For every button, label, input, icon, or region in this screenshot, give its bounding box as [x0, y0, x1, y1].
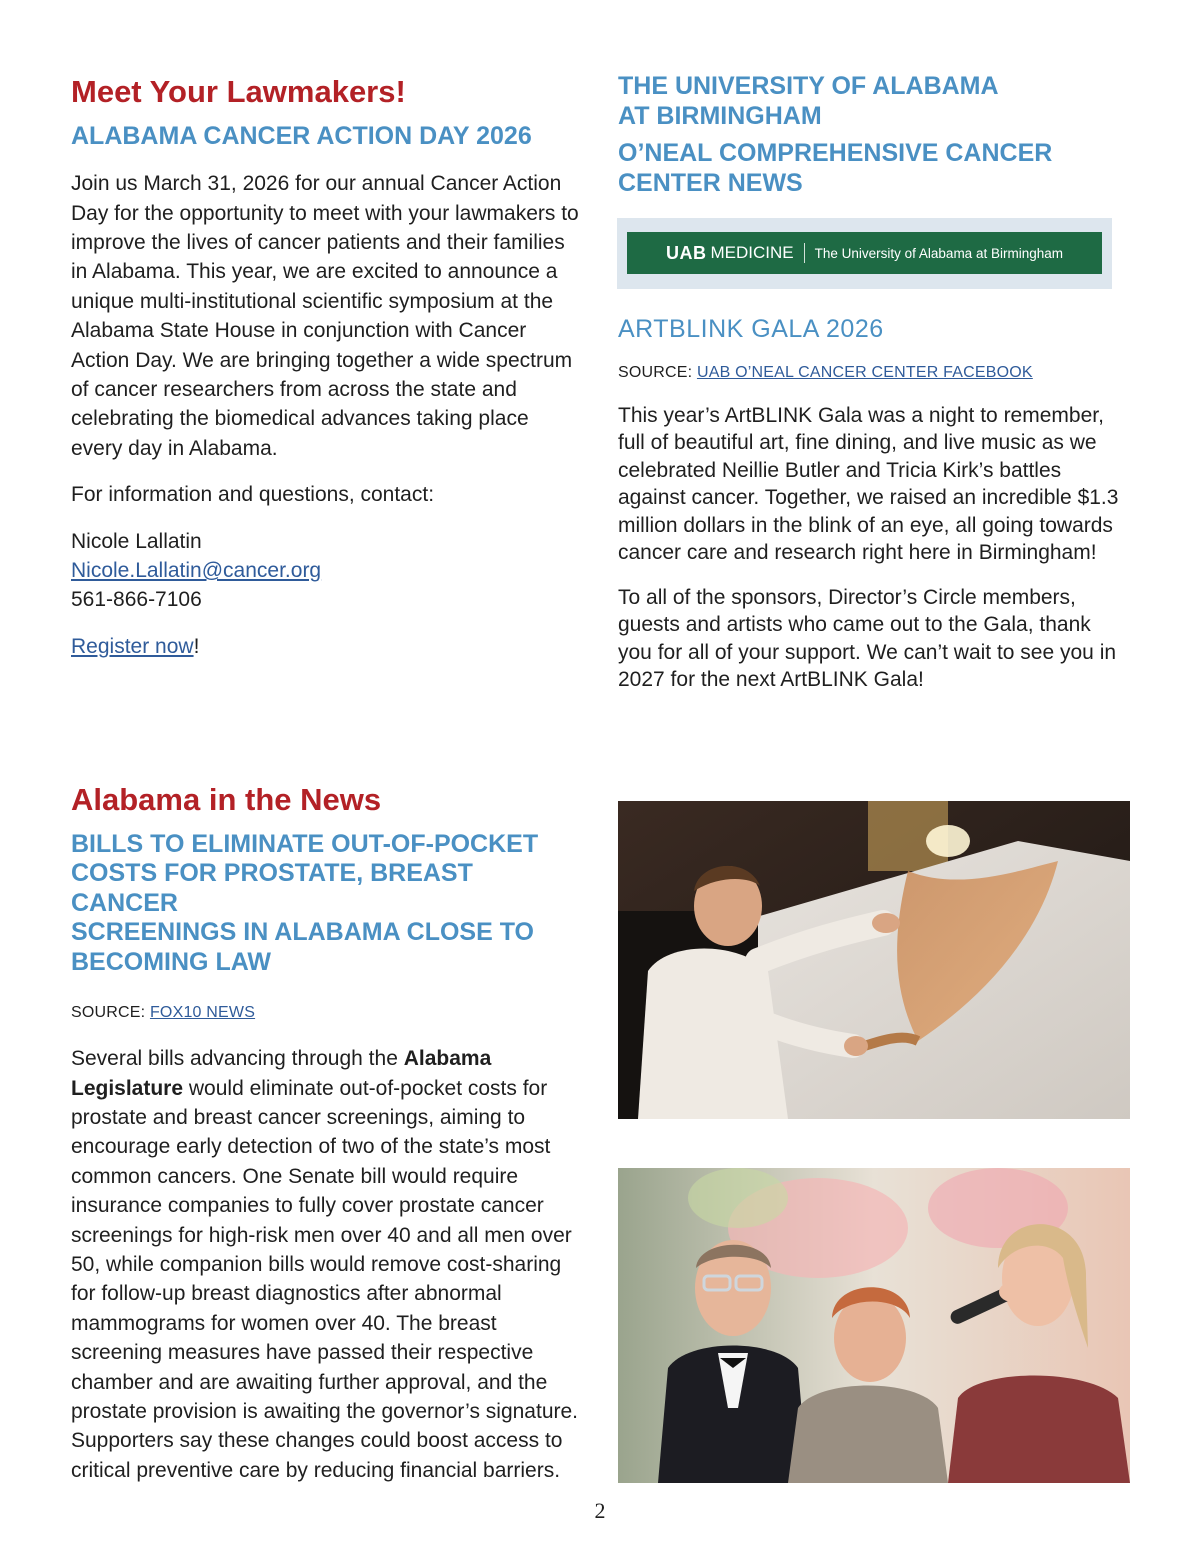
uab-heading-line1: THE UNIVERSITY OF ALABAMA — [618, 72, 999, 100]
uab-logo-divider — [804, 243, 805, 263]
uab-medicine-logo — [627, 232, 1102, 274]
news-heading-line1: BILLS TO ELIMINATE OUT-OF-POCKET — [71, 829, 539, 858]
contact-name: Nicole Lallatin — [71, 529, 202, 553]
uab-logo-mark: UAB — [666, 242, 707, 263]
news-body-rest: would eliminate out-of-pocket costs for prostate and breast cancer screenings, aiming to encourage early detection of two of the state’s most common cancers. One Senate bill would require insurance companies to fully cover prostate cancer screenings for high-risk men over 40 and all men over 50, while companion bills would remove cost-sharing for follow-up breast diagnostics after abnormal mammograms for women over 40. The breast screening measures have passed their respective chamber and are awaiting further approval, and the prostate provision is awaiting the governor’s signature. Supporters say these changes could boost access to critical preventive care by reducing financial barriers. — [71, 1076, 579, 1482]
contact-email-line — [71, 556, 581, 585]
news-section — [71, 782, 586, 1485]
lawmakers-section — [71, 74, 581, 661]
uab-logo-medicine: MEDICINE — [710, 243, 794, 262]
register-suffix: ! — [193, 634, 200, 658]
register-now-link[interactable]: Register now — [71, 634, 194, 658]
cancer-action-day-heading: ALABAMA CANCER ACTION DAY 2026 — [71, 121, 532, 150]
artblink-title: ARTBLINK GALA 2026 — [618, 315, 884, 343]
artblink-source-link[interactable]: UAB O’NEAL CANCER CENTER FACEBOOK — [696, 363, 1033, 381]
cancer-action-day-body: Join us March 31, 2026 for our annual Cancer Action Day for the opportunity to meet with your lawmakers to improve the lives of cancer patients and their families in Alabama. This year, we are excited to announce a unique multi-institutional scientific symposium at the Alabama State House in conjunction with Cancer Action Day. We are bringing together a wide spectrum of cancer researchers from across the state and celebrating the biomedical advances taking place every day in Alabama. — [71, 172, 579, 460]
page-number: 2 — [594, 1498, 606, 1523]
contact-intro: For information and questions, contact: — [71, 483, 435, 507]
news-body-bold: Alabama Legislature — [71, 1047, 492, 1100]
artblink-body-2: To all of the sponsors, Director’s Circle members, guests and artists who came out to the Gala, thank you for all of your support. We can’t wait to see you in 2027 for the next ArtBLINK Gala! — [618, 585, 1117, 691]
uab-medicine-logo-banner — [617, 218, 1112, 289]
news-heading-line2: COSTS FOR PROSTATE, BREAST CANCER — [71, 859, 473, 917]
news-title: Alabama in the News — [71, 782, 382, 817]
news-heading-line4: BECOMING LAW — [71, 947, 271, 976]
artblink-source-label: SOURCE: — [618, 363, 697, 381]
uab-logo-name: The University of Alabama at Birmingham — [814, 245, 1063, 261]
news-body-intro: Several bills advancing through the — [71, 1047, 404, 1071]
news-source-link[interactable]: FOX10 NEWS — [149, 1004, 256, 1022]
news-source-label: SOURCE: — [71, 1004, 150, 1022]
uab-heading-line3: O’NEAL COMPREHENSIVE CANCER — [618, 139, 1053, 167]
register-line — [71, 632, 581, 661]
news-heading-line3: SCREENINGS IN ALABAMA CLOSE TO — [71, 918, 534, 947]
gala-painter-photo — [618, 801, 1130, 1119]
uab-news-section — [618, 72, 1128, 198]
gala-honorees-photo — [618, 1168, 1130, 1483]
contact-email-link[interactable]: Nicole.Lallatin@cancer.org — [71, 559, 322, 583]
artblink-source — [618, 363, 1128, 383]
news-heading — [71, 830, 586, 978]
uab-heading-line2: AT BIRMINGHAM — [618, 101, 822, 130]
artblink-body-1: This year’s ArtBLINK Gala was a night to remember, full of beautiful art, fine dining, and live music as we celebrated Neillie Butler and Tricia Kirk’s battles against cancer. Together, we raised an incredible $1.3 million dollars in the blink of an eye, all going towards cancer care and research right here in Birmingham! — [618, 403, 1119, 564]
artblink-section — [618, 315, 1128, 694]
uab-heading-line4: CENTER NEWS — [618, 168, 803, 197]
contact-phone: 561-866-7106 — [71, 588, 202, 612]
news-body — [71, 1044, 586, 1485]
news-source — [71, 1003, 586, 1023]
lawmakers-title: Meet Your Lawmakers! — [71, 74, 406, 109]
